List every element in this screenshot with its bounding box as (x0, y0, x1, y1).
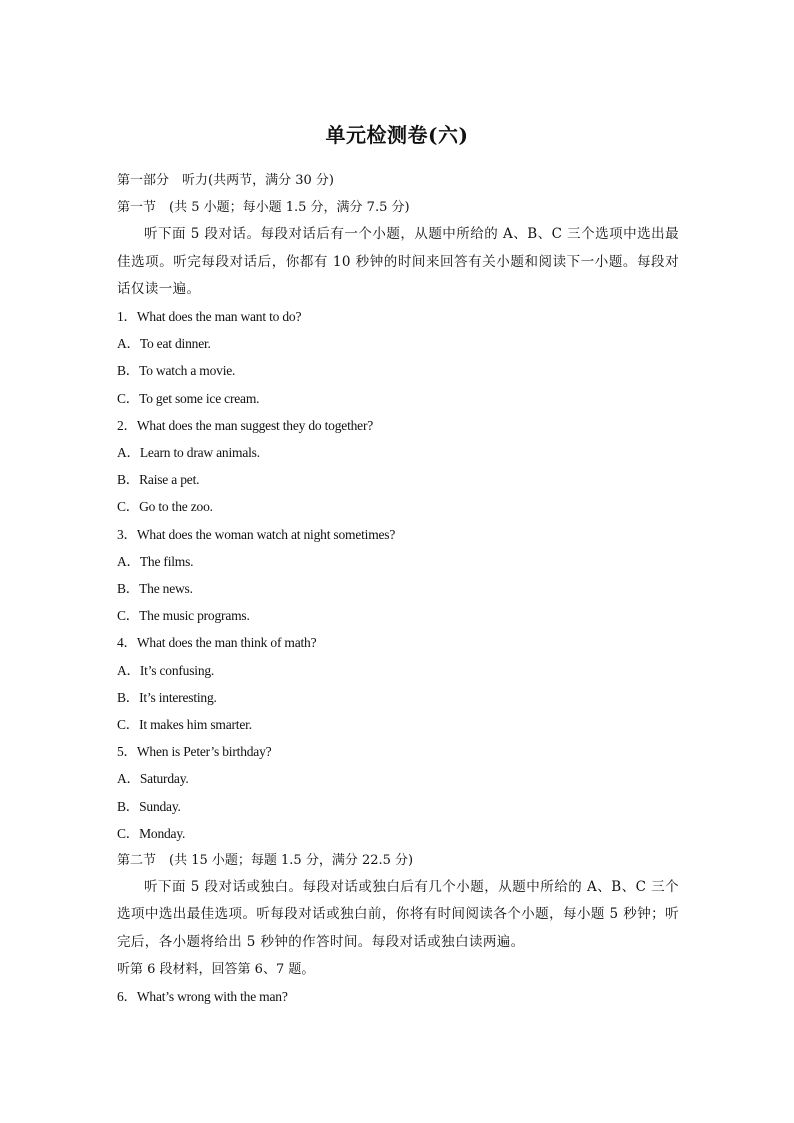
question-option: B．Sunday. (117, 798, 181, 814)
question-stem: 3．What does the woman watch at night sometimes? (117, 526, 396, 542)
question-block (117, 521, 679, 630)
question-option: A．Saturday. (117, 771, 189, 787)
question-stem: 1．What does the man want to do? (117, 309, 302, 325)
question-block (117, 412, 679, 521)
question-option: A．It’s confusing. (117, 662, 215, 678)
question-option: A．The films. (117, 553, 194, 569)
document-title: 单元检测卷(六) (325, 123, 469, 147)
question-block (117, 738, 679, 847)
material-note: 听第 6 段材料，回答第 6、7 题。 (117, 961, 315, 977)
question-block (117, 629, 679, 738)
question-block (117, 303, 679, 412)
question-option: C．Monday. (117, 825, 186, 841)
question-stem: 5．When is Peter’s birthday? (117, 744, 272, 760)
question-option: C．The music programs. (117, 608, 250, 624)
section2-heading: 第二节 (共 15 小题；每题 1.5 分，满分 22.5 分) (117, 853, 414, 869)
question-option: C．Go to the zoo. (117, 499, 213, 515)
part-heading: 第一部分 听力(共两节，满分 30 分) (117, 173, 334, 188)
section2-instructions: 听下面 5 段对话或独白。每段对话或独白后有几个小题，从题中所给的 A、B、C 三个选项中选出最佳选项。听每段对话或独白前，你将有时间阅读各个小题，每小题 5 秒钟；听完后，各小题将给出 5 秒钟的作答时间。每段对话或独白读两遍。 (117, 879, 679, 950)
question-option: B．The news. (117, 581, 193, 597)
question-option: A．To eat dinner. (117, 336, 211, 352)
question-stem: 2．What does the man suggest they do together? (117, 417, 374, 433)
section1-heading: 第一节 (共 5 小题；每小题 1.5 分，满分 7.5 分) (117, 200, 410, 216)
section1-instructions: 听下面 5 段对话。每段对话后有一个小题，从题中所给的 A、B、C 三个选项中选出最佳选项。听完每段对话后，你都有 10 秒钟的时间来回答有关小题和阅读下一小题。每段对话仅读一遍。 (117, 226, 679, 297)
document-body (117, 167, 679, 1010)
question-option: C．To get some ice cream. (117, 390, 260, 406)
question-option: B．Raise a pet. (117, 472, 200, 488)
question-stem: 6．What’s wrong with the man? (117, 989, 288, 1005)
question-option: A．Learn to draw animals. (117, 445, 260, 461)
question-option: C．It makes him smarter. (117, 717, 252, 733)
question-option: B．It’s interesting. (117, 689, 217, 705)
question-option: B．To watch a movie. (117, 363, 236, 379)
question-stem: 4．What does the man think of math? (117, 635, 317, 651)
